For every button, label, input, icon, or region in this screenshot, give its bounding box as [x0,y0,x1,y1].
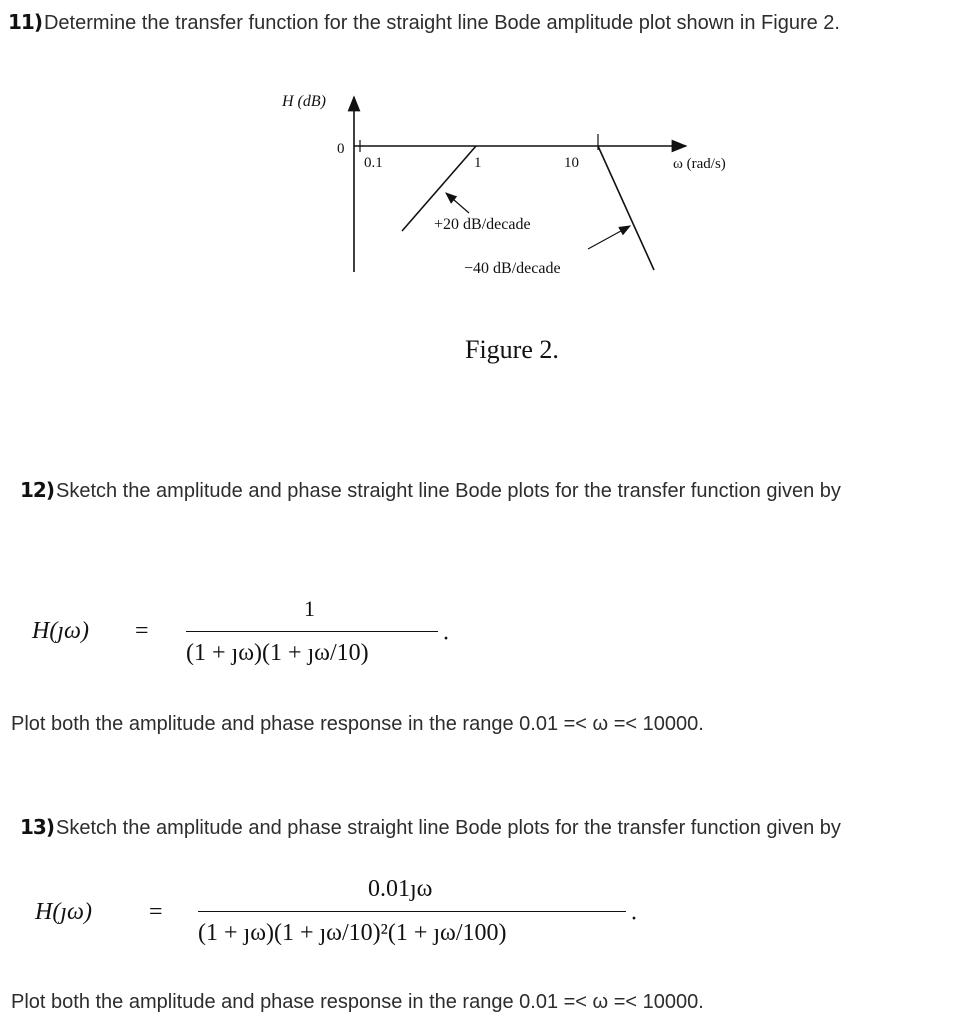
x-tick-label-0.1: 0.1 [364,155,383,171]
y-axis-label: H (dB) [282,93,326,110]
question-text: Determine the transfer function for the straight line Bode amplitude plot shown in Figure 2. [43,12,840,34]
fraction-bar [198,911,626,912]
question-text: Sketch the amplitude and phase straight line Bode plots for the transfer function given by [55,817,841,839]
range-text-13: Plot both the amplitude and phase response in the range 0.01 =< ω =< 10000. [11,991,704,1013]
equation-period: · [442,626,450,652]
question-text: Sketch the amplitude and phase straight line Bode plots for the transfer function given by [55,480,841,502]
equation-numerator: 0.01ȷω [368,876,433,902]
equation-equals: = [149,899,163,925]
equation-equals: = [135,618,149,644]
equation-lhs: H(ȷω) [35,899,92,925]
question-number: 13) [20,815,54,839]
range-text-12: Plot both the amplitude and phase response in the range 0.01 =< ω =< 10000. [11,713,704,735]
fall-annotation: −40 dB/decade [464,260,561,277]
x-axis-label: ω (rad/s) [673,156,726,172]
falling-segment [598,146,654,270]
rise-annotation-arrow [446,193,469,213]
x-tick-label-1: 1 [474,155,482,171]
question-12 [20,478,841,503]
equation-period: · [630,906,638,932]
question-13 [20,815,841,840]
equation-denominator: (1 + ȷω)(1 + ȷω/10)²(1 + ȷω/100) [198,920,507,946]
question-number: 12) [20,478,54,502]
fall-annotation-arrow [588,226,630,249]
x-tick-label-10: 10 [564,155,579,171]
y-tick-zero: 0 [337,141,345,157]
bode-figure [0,0,968,380]
figure-caption: Figure 2. [465,335,559,364]
question-number: 11) [8,10,42,34]
fraction-bar [186,631,438,632]
equation-numerator: 1 [304,596,315,621]
equation-denominator: (1 + ȷω)(1 + ȷω/10) [186,640,369,666]
equation-lhs: H(ȷω) [32,618,89,644]
rise-annotation: +20 dB/decade [434,216,531,233]
